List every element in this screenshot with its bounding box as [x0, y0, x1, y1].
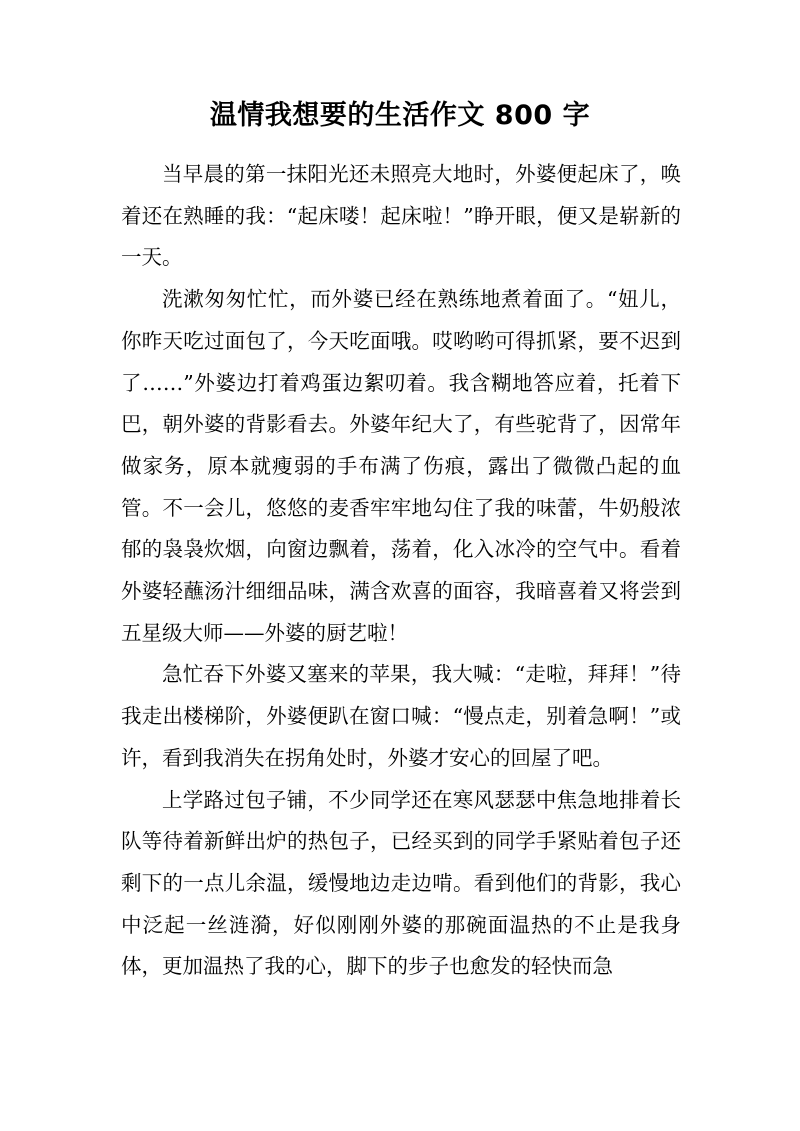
paragraph-2: 洗漱匆匆忙忙，而外婆已经在熟练地煮着面了。“妞儿，你昨天吃过面包了，今天吃面哦。哎哟哟可得抓紧，要不迟到了……”外婆边打着鸡蛋边絮叨着。我含糊地答应着，托着下巴，朝外婆的背影看去。外婆年纪大了，有些驼背了，因常年做家务，原本就瘦弱的手布满了伤痕，露出了微微凸起的血管。不一会儿，悠悠的麦香牢牢地勾住了我的味蕾，牛奶般浓郁的袅袅炊烟，向窗边飘着，荡着，化入冰冷的空气中。看着外婆轻蘸汤汁细细品味，满含欢喜的面容，我暗喜着又将尝到五星级大师——外婆的厨艺啦！ — [121, 287, 681, 645]
paragraph-4: 上学路过包子铺，不少同学还在寒风瑟瑟中焦急地排着长队等待着新鲜出炉的热包子，已经买到的同学手紧贴着包子还剩下的一点儿余温，缓慢地边走边啃。看到他们的背影，我心中泛起一丝涟漪，好似刚刚外婆的那碗面温热的不止是我身体，更加温热了我的心，脚下的步子也愈发的轻快而急 — [121, 787, 681, 979]
paragraph-3: 急忙吞下外婆又塞来的苹果，我大喊：“走啦，拜拜！”待我走出楼梯阶，外婆便趴在窗口喊：“慢点走，别着急啊！”或许，看到我消失在拐角处时，外婆才安心的回屋了吧。 — [121, 662, 681, 770]
document-body — [121, 154, 681, 988]
paragraph-1: 当早晨的第一抹阳光还未照亮大地时，外婆便起床了，唤着还在熟睡的我：“起床喽！起床啦！”睁开眼，便又是崭新的一天。 — [121, 162, 681, 270]
document-title: 温情我想要的生活作文 800 字 — [209, 100, 591, 131]
